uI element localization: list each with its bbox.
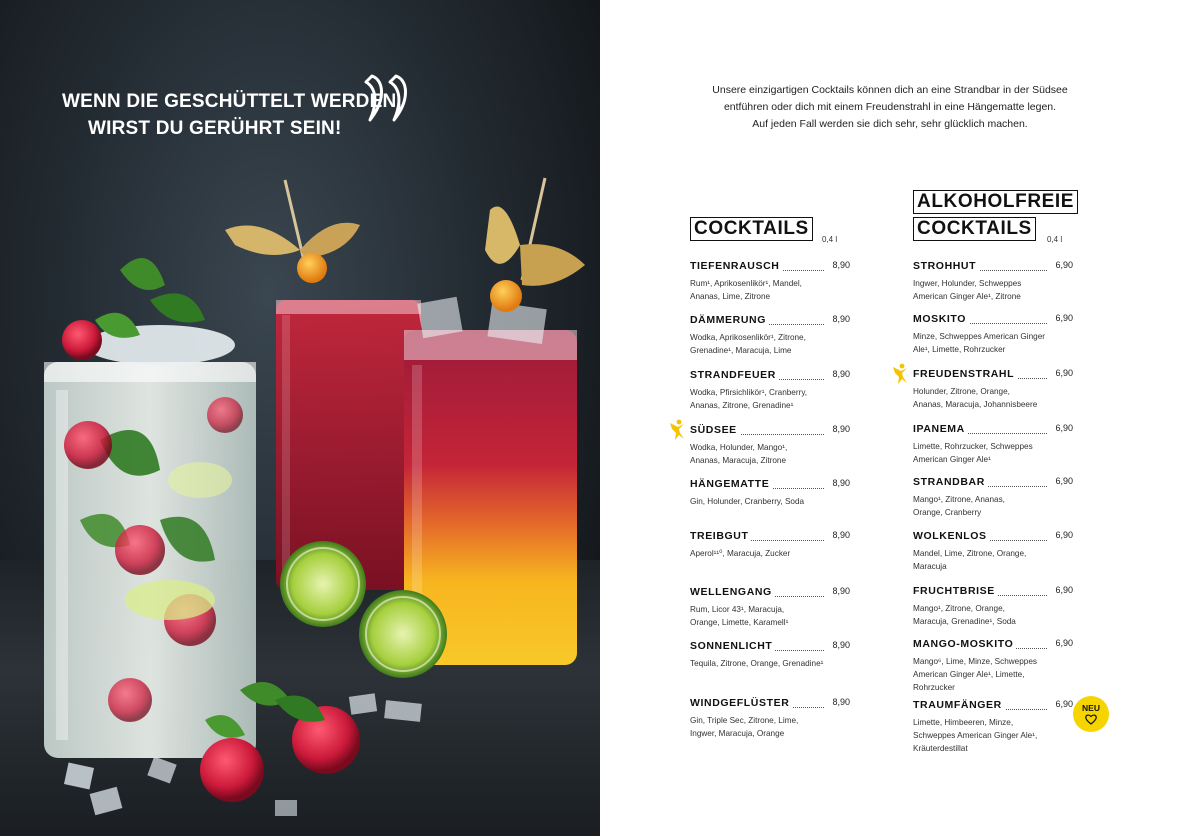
item-price: 6,90 [1052,313,1073,323]
alcohol-free-heading-line-2: COCKTAILS [913,217,1036,241]
menu-item-sonnenlicht [690,640,850,670]
item-price: 8,90 [829,424,850,434]
item-description: Wodka, Aprikosenlikör¹, Zitrone, Grenadine¹, Maracuja, Lime [690,333,806,355]
item-name: HÄNGEMATTE [690,478,772,490]
item-description: Holunder, Zitrone, Orange, Ananas, Maracuja, Johannisbeere [913,387,1038,409]
item-name: WELLENGANG [690,586,775,598]
quote-line-2: WIRST DU GERÜHRT SEIN! [88,118,342,139]
item-name: MANGO-MOSKITO [913,638,1016,650]
item-name: TREIBGUT [690,530,751,542]
menu-item-wolkenlos [913,530,1073,573]
menu-item-moskito [913,313,1073,356]
item-price: 6,90 [1052,368,1073,378]
menu-item-suedsee [690,424,850,467]
item-name: DÄMMERUNG [690,314,769,326]
dancing-figure-icon [891,363,909,385]
menu-item-traumfaenger [913,699,1073,755]
item-description: Mandel, Lime, Zitrone, Orange, Maracuja [913,549,1027,571]
item-price: 8,90 [829,697,850,707]
item-price: 6,90 [1052,530,1073,540]
item-name: WOLKENLOS [913,530,990,542]
item-name: MOSKITO [913,313,969,325]
item-name: SONNENLICHT [690,640,775,652]
intro-text [690,82,1090,133]
menu-item-freudenstrahl [913,368,1073,411]
item-description: Wodka, Pfirsichlikör¹, Cranberry, Ananas, Zitrone, Grenadine¹ [690,388,808,410]
menu-item-wellengang [690,586,850,629]
dancing-figure-icon [668,419,686,441]
item-name: STROHHUT [913,260,979,272]
cocktails-heading: COCKTAILS [690,217,813,241]
item-name: SÜDSEE [690,424,740,436]
menu-item-strandfeuer [690,369,850,412]
item-description: Aperol¹¹⁰, Maracuja, Zucker [690,549,791,558]
new-badge-label: NEU [1082,703,1100,713]
alcohol-free-heading-line-1: ALKOHOLFREIE [913,190,1078,214]
item-description: Mango¹, Zitrone, Ananas, Orange, Cranberry [913,495,1005,517]
item-description: Limette, Rohrzucker, Schweppes American Ginger Ale¹ [913,442,1033,464]
item-price: 8,90 [829,530,850,540]
item-description: Tequila, Zitrone, Orange, Grenadine¹ [690,659,824,668]
item-price: 6,90 [1052,476,1073,486]
item-description: Minze, Schweppes American Ginger Ale¹, Limette, Rohrzucker [913,332,1045,354]
intro-line-3: Auf jeden Fall werden sie dich sehr, sehr glücklich machen. [752,118,1028,130]
cocktails-column [690,190,870,738]
item-price: 8,90 [829,586,850,596]
menu-page [600,0,1200,836]
item-name: STRANDBAR [913,476,988,488]
menu-item-windgefluester [690,697,850,740]
item-description: Gin, Holunder, Cranberry, Soda [690,497,805,506]
item-description: Rum, Licor 43¹, Maracuja, Orange, Limette, Karamell¹ [690,605,789,627]
cocktails-unit: 0,4 l [822,235,838,244]
headline-quote [62,88,402,142]
item-price: 6,90 [1052,585,1073,595]
item-name: IPANEMA [913,423,968,435]
item-name: TRAUMFÄNGER [913,699,1005,711]
menu-item-tiefenrausch [690,260,850,303]
menu-item-fruchtbrise [913,585,1073,628]
item-name: WINDGEFLÜSTER [690,697,792,709]
item-description: Ingwer, Holunder, Schweppes American Ginger Ale¹, Zitrone [913,279,1022,301]
menu-item-haengematte [690,478,850,508]
item-price: 8,90 [829,260,850,270]
item-price: 6,90 [1052,699,1073,709]
item-name: TIEFENRAUSCH [690,260,782,272]
item-price: 8,90 [829,478,850,488]
item-price: 8,90 [829,369,850,379]
item-description: Gin, Triple Sec, Zitrone, Lime, Ingwer, Maracuja, Orange [690,716,799,738]
menu-item-treibgut [690,530,850,560]
item-description: Wodka, Holunder, Mango¹, Ananas, Maracuja, Zitrone [690,443,788,465]
menu-item-ipanema [913,423,1073,466]
menu-item-strandbar [913,476,1073,519]
item-description: Mango¹, Zitrone, Orange, Maracuja, Grenadine¹, Soda [913,604,1016,626]
quote-line-1: WENN DIE GESCHÜTTELT WERDEN, [62,91,402,112]
quote-mark-icon [362,70,422,126]
menu-item-mango-moskito [913,638,1073,694]
item-price: 8,90 [829,314,850,324]
new-badge [1073,696,1109,732]
item-price: 6,90 [1052,260,1073,270]
item-price: 6,90 [1052,638,1073,648]
menu-item-daemmerung [690,314,850,357]
item-price: 6,90 [1052,423,1073,433]
intro-line-1: Unsere einzigartigen Cocktails können dich an eine Strandbar in der Südsee [712,84,1068,96]
item-name: FRUCHTBRISE [913,585,998,597]
item-name: FREUDENSTRAHL [913,368,1017,380]
item-price: 8,90 [829,640,850,650]
alcohol-free-unit: 0,4 l [1047,235,1063,244]
item-description: Limette, Himbeeren, Minze, Schweppes American Ginger Ale¹, Kräuterdestillat [913,718,1038,753]
item-description: Mango⁶, Lime, Minze, Schweppes American Ginger Ale¹, Limette, Rohrzucker [913,657,1037,692]
item-description: Rum¹, Aprikosenlikör¹, Mandel, Ananas, Lime, Zitrone [690,279,802,301]
menu-item-strohhut [913,260,1073,303]
item-name: STRANDFEUER [690,369,779,381]
heart-icon [1085,714,1097,725]
intro-line-2: entführen oder dich mit einem Freudenstrahl in eine Hängematte legen. [723,101,1057,113]
